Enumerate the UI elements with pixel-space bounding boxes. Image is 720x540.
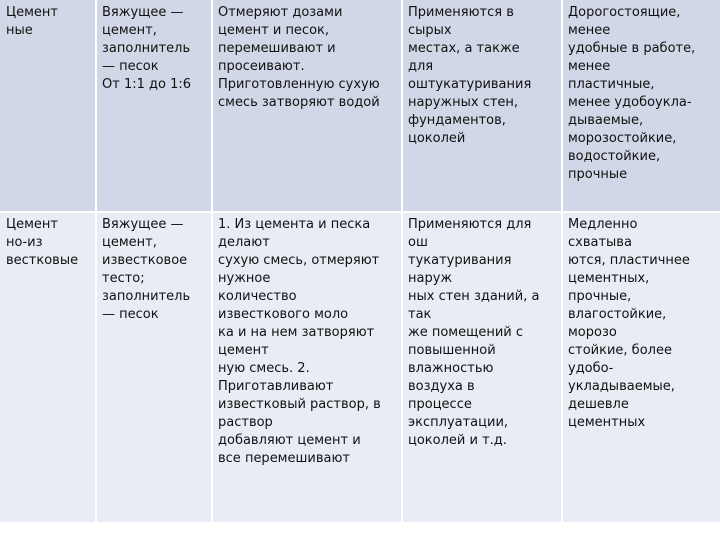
preparation-cell: Отмеряют дозами цемент и песок, перемешивают и просеивают. Приготовленную сухую смесь затворяют водой (218, 5, 380, 110)
properties-cell: Медленно схватыва ются, пластичнее цементных, прочные, влагостойкие, морозо стойкие, более удобо- укладываемые, дешевле цементных (568, 217, 690, 430)
application-cell: Применяются для ош тукатуривания наруж ных стен зданий, а так же помещений с повышенной влажностью воздуха в процессе эксплуатации, цоколей и т.д. (408, 217, 540, 448)
properties-cell: Дорогостоящие, менее удобные в работе, менее пластичные, менее удобоукла- дываемые, морозостойкие, водостойкие, прочные (568, 5, 696, 182)
mortar-type-cell: Цемент ные (6, 5, 58, 38)
column-divider (211, 0, 213, 522)
mortar-type-cell: Цемент но-из вестковые (6, 217, 79, 268)
application-cell: Применяются в сырых местах, а также для оштукатуривания наружных стен, фундаментов, цоколей (408, 5, 532, 146)
composition-cell: Вяжущее — цемент, известковое тесто; заполнитель — песок (102, 217, 191, 322)
row-divider (0, 211, 720, 213)
table-row (0, 0, 720, 212)
column-divider (95, 0, 97, 522)
composition-cell: Вяжущее — цемент, заполнитель — песок От 1:1 до 1:6 (102, 5, 191, 92)
table-row (0, 212, 720, 522)
column-divider (561, 0, 563, 522)
column-divider (401, 0, 403, 522)
preparation-cell: 1. Из цемента и песка делают сухую смесь, отмеряют нужное количество известкового моло ка и на нем затворяют цемент ную смесь. 2. Приготавливают известковый раствор, в раствор добавляют цемент и все перемешивают (218, 217, 381, 466)
